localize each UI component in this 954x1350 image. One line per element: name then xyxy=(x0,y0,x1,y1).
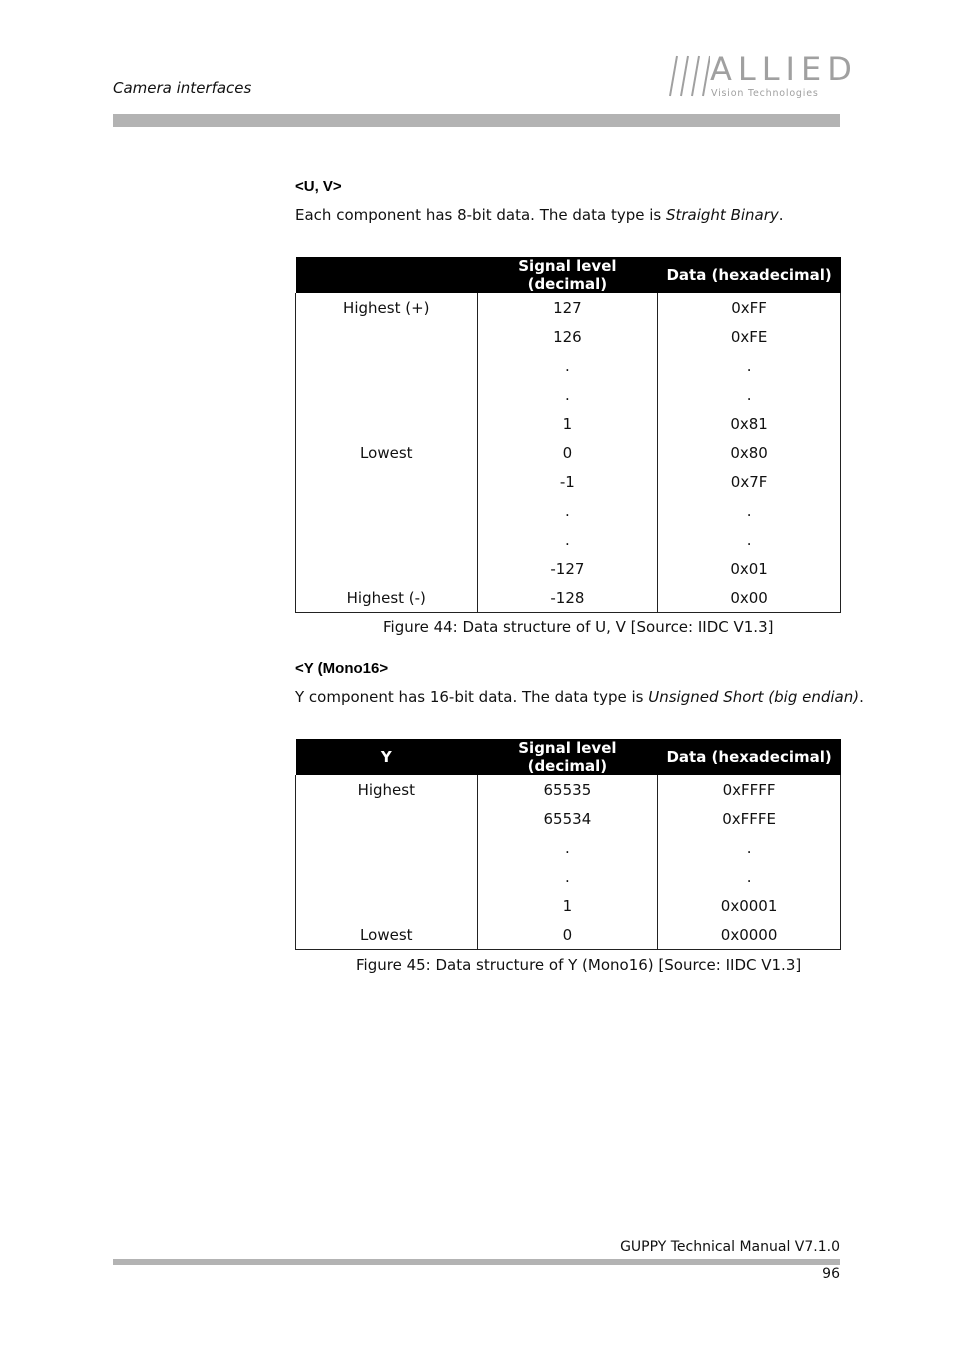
table-header-row xyxy=(296,739,841,775)
uv-intro-text: Each component has 8-bit data. The data type is xyxy=(295,206,666,224)
table-cell: 0xFF xyxy=(658,293,841,322)
y-table-body xyxy=(296,775,841,950)
table-row xyxy=(296,583,841,613)
table-cell: 0xFFFF xyxy=(658,775,841,804)
uv-intro-emphasis: Straight Binary xyxy=(665,206,779,224)
column-header: Data (hexadecimal) xyxy=(658,257,841,293)
header-rule xyxy=(113,114,840,127)
column-header: Signal level (decimal) xyxy=(477,739,658,775)
y-intro-text: Y component has 16-bit data. The data type is xyxy=(295,688,649,706)
uv-intro xyxy=(295,206,784,224)
table-cell: 65535 xyxy=(477,775,658,804)
table-cell: . xyxy=(477,862,658,891)
table-cell: -128 xyxy=(477,583,658,613)
table-cell: . xyxy=(658,380,841,409)
table-cell: . xyxy=(658,496,841,525)
logo-wordmark: ALLIED xyxy=(710,50,858,88)
table-row xyxy=(296,525,841,554)
table-cell: 0 xyxy=(477,920,658,950)
table-cell: -1 xyxy=(477,467,658,496)
table-cell: . xyxy=(477,525,658,554)
table-cell: Highest (-) xyxy=(296,583,478,613)
table-cell: . xyxy=(658,833,841,862)
uv-data-table xyxy=(295,257,841,613)
table-row xyxy=(296,380,841,409)
table-cell: 65534 xyxy=(477,804,658,833)
table-row xyxy=(296,920,841,950)
table-row xyxy=(296,409,841,438)
table-cell: Lowest xyxy=(296,438,478,467)
allied-logo xyxy=(668,50,858,102)
uv-intro-end: . xyxy=(778,206,784,224)
figure-44-caption: Figure 44: Data structure of U, V [Source: IIDC V1.3] xyxy=(383,618,774,636)
footer-rule xyxy=(113,1259,840,1265)
table-cell: 1 xyxy=(477,409,658,438)
running-header-title: Camera interfaces xyxy=(113,79,252,97)
table-row xyxy=(296,862,841,891)
table-cell xyxy=(296,467,478,496)
table-cell: 0x0000 xyxy=(658,920,841,950)
table-cell xyxy=(296,833,478,862)
table-header-row xyxy=(296,257,841,293)
table-cell: 0xFFFE xyxy=(658,804,841,833)
column-header: Y xyxy=(296,739,478,775)
table-cell xyxy=(296,409,478,438)
table-cell xyxy=(296,862,478,891)
column-header xyxy=(296,257,478,293)
table-row xyxy=(296,804,841,833)
y-intro xyxy=(295,688,864,706)
table-cell: . xyxy=(477,833,658,862)
table-cell: 0x00 xyxy=(658,583,841,613)
table-row xyxy=(296,833,841,862)
table-cell xyxy=(296,891,478,920)
table-cell xyxy=(296,351,478,380)
y-heading: <Y (Mono16> xyxy=(295,660,389,677)
table-cell: 1 xyxy=(477,891,658,920)
column-header: Signal level (decimal) xyxy=(477,257,658,293)
table-cell: -127 xyxy=(477,554,658,583)
table-cell: 0x80 xyxy=(658,438,841,467)
table-cell: . xyxy=(658,525,841,554)
table-cell xyxy=(296,496,478,525)
table-cell: . xyxy=(658,351,841,380)
table-cell xyxy=(296,804,478,833)
table-cell: 0x81 xyxy=(658,409,841,438)
y-intro-emphasis: Unsigned Short (big endian) xyxy=(648,688,860,706)
table-cell: 0x0001 xyxy=(658,891,841,920)
logo-tagline: Vision Technologies xyxy=(711,88,819,99)
table-cell: 0x7F xyxy=(658,467,841,496)
table-row xyxy=(296,351,841,380)
table-row xyxy=(296,554,841,583)
table-cell: 126 xyxy=(477,322,658,351)
table-cell: 127 xyxy=(477,293,658,322)
table-cell: . xyxy=(477,351,658,380)
table-cell: Highest (+) xyxy=(296,293,478,322)
table-row xyxy=(296,293,841,322)
table-cell: Highest xyxy=(296,775,478,804)
table-cell xyxy=(296,322,478,351)
table-row xyxy=(296,891,841,920)
table-cell xyxy=(296,525,478,554)
footer-manual-title: GUPPY Technical Manual V7.1.0 xyxy=(620,1239,840,1255)
table-row xyxy=(296,496,841,525)
uv-heading: <U, V> xyxy=(295,178,342,195)
table-cell: 0xFE xyxy=(658,322,841,351)
figure-45-caption: Figure 45: Data structure of Y (Mono16) [Source: IIDC V1.3] xyxy=(356,956,802,974)
column-header: Data (hexadecimal) xyxy=(658,739,841,775)
table-row xyxy=(296,467,841,496)
table-row xyxy=(296,322,841,351)
logo-slashes-icon xyxy=(668,54,710,98)
uv-table-body xyxy=(296,293,841,613)
table-row xyxy=(296,438,841,467)
table-cell xyxy=(296,380,478,409)
page-number: 96 xyxy=(822,1266,840,1282)
table-cell xyxy=(296,554,478,583)
table-cell: . xyxy=(477,380,658,409)
y-data-table xyxy=(295,739,841,950)
table-cell: . xyxy=(658,862,841,891)
table-cell: 0x01 xyxy=(658,554,841,583)
table-row xyxy=(296,775,841,804)
table-cell: . xyxy=(477,496,658,525)
y-intro-end: . xyxy=(859,688,864,706)
table-cell: Lowest xyxy=(296,920,478,950)
table-cell: 0 xyxy=(477,438,658,467)
